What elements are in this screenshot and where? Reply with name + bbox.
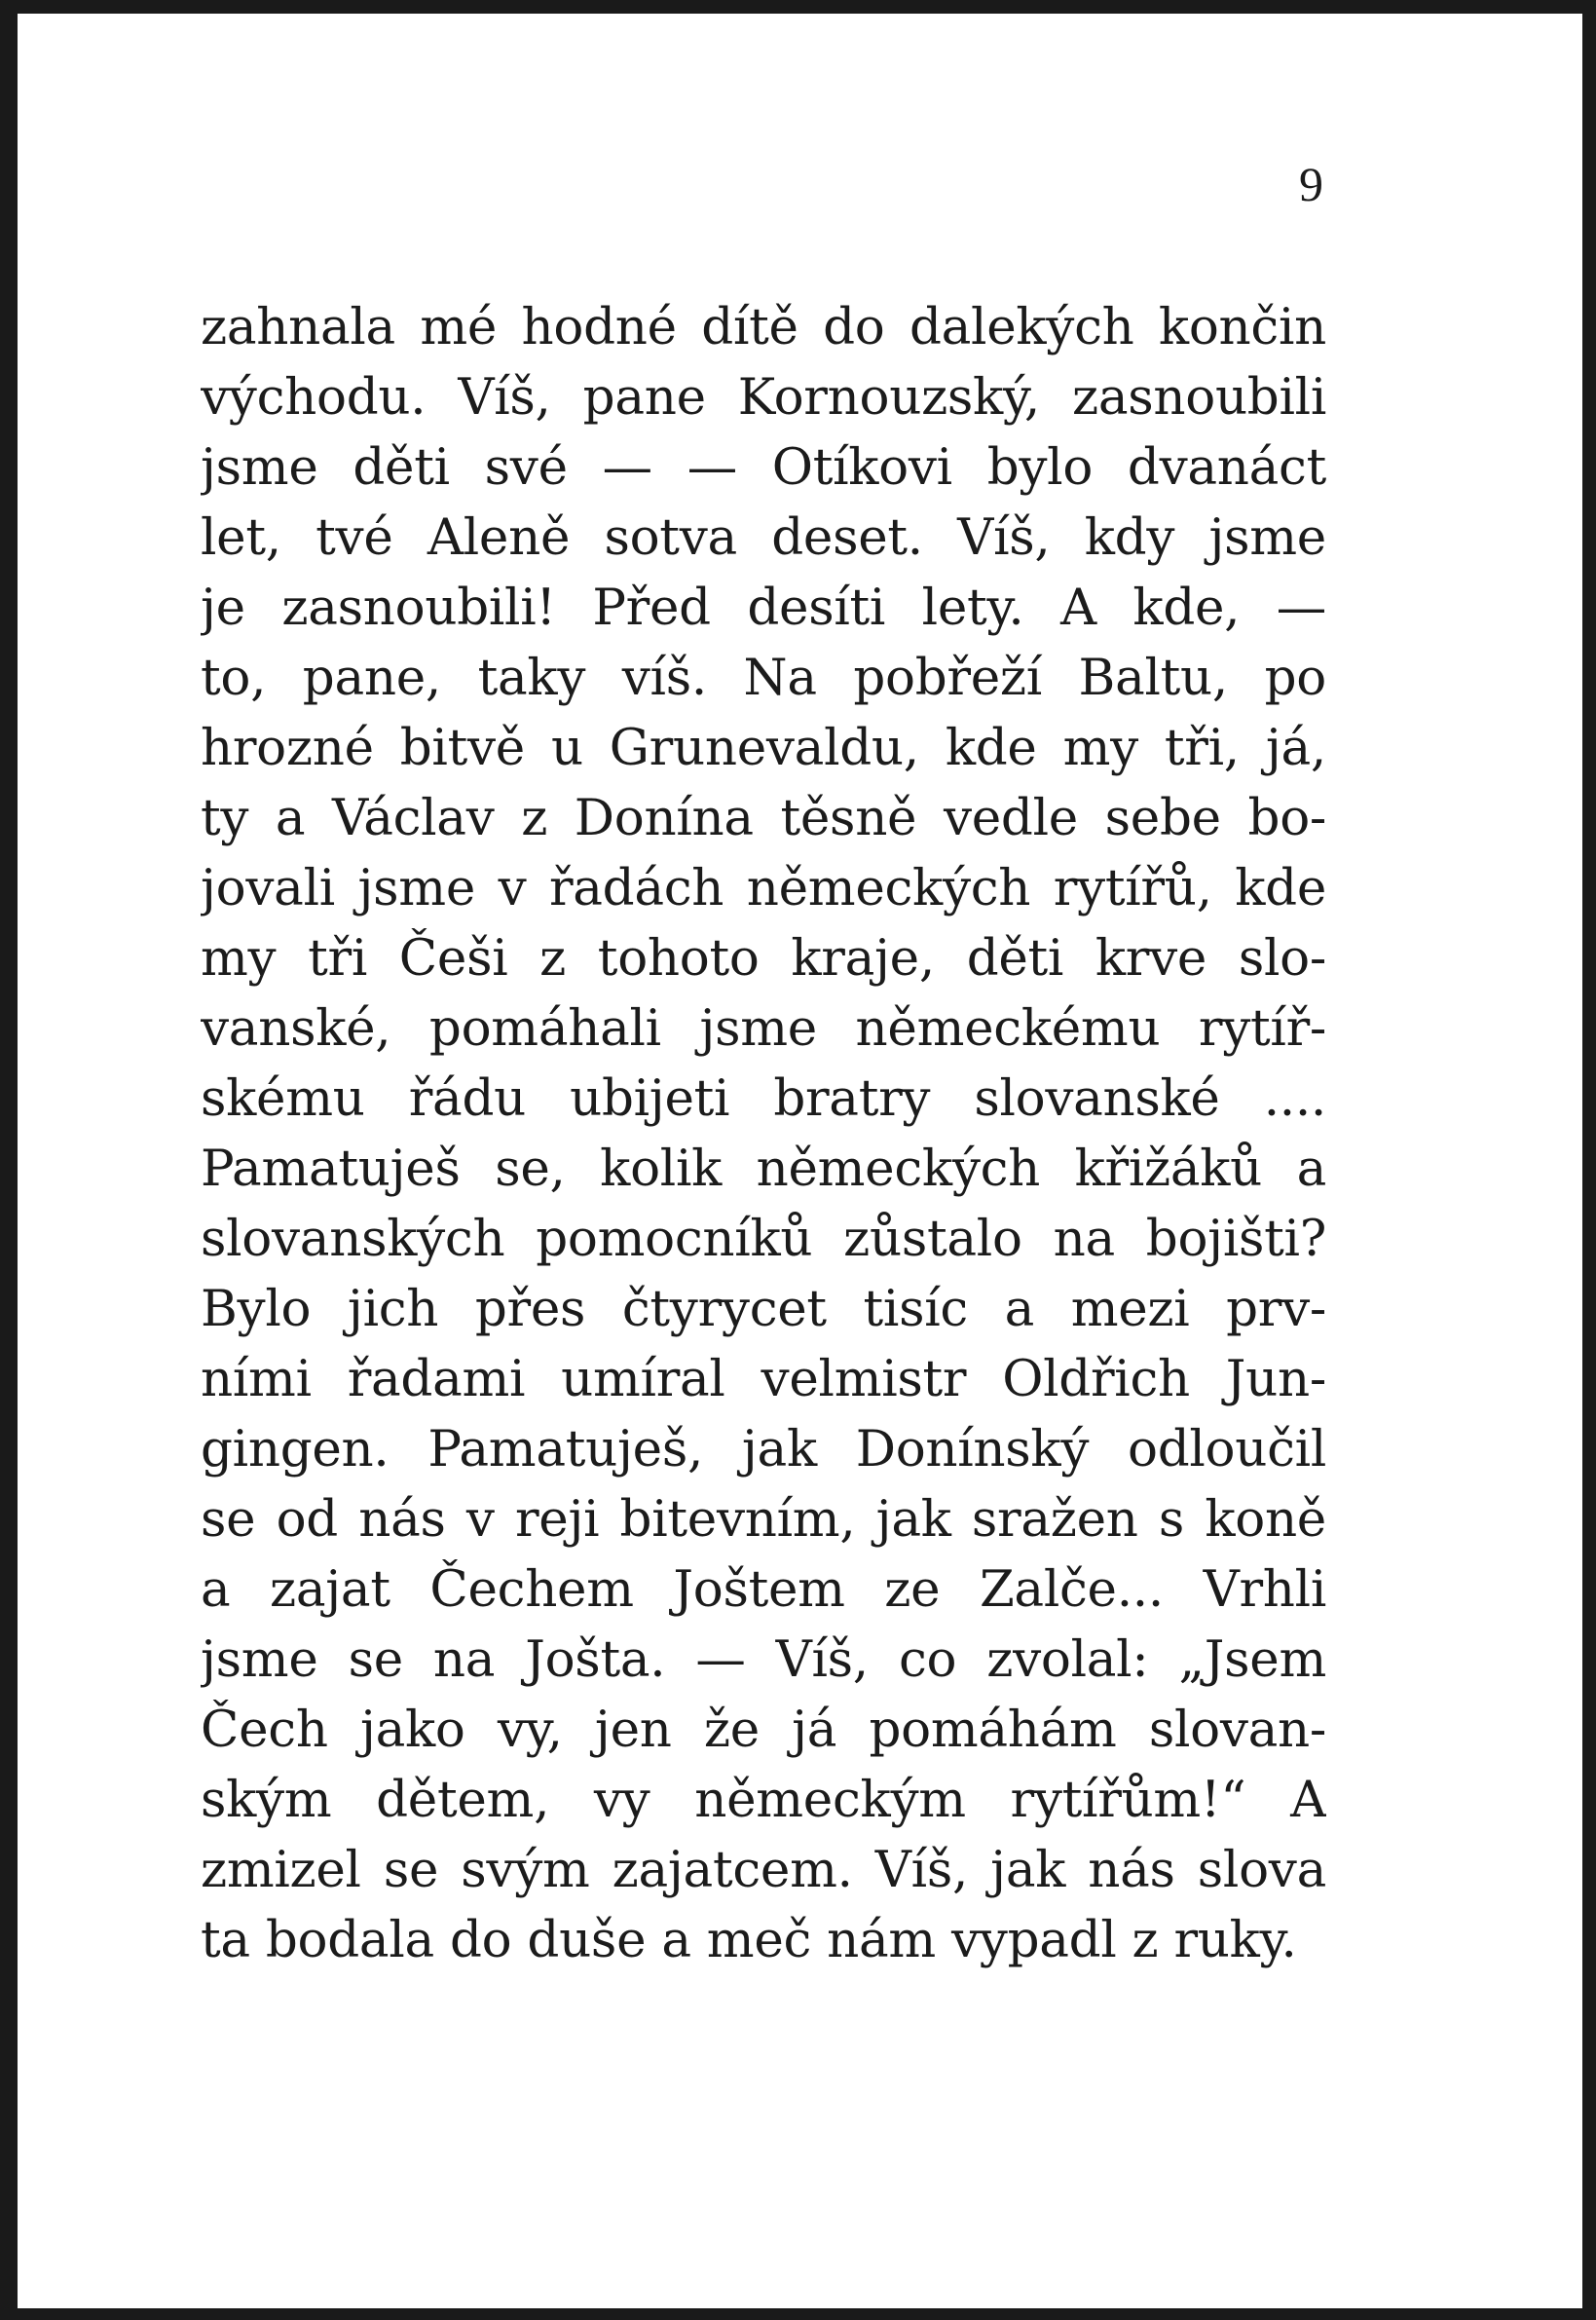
text-line: jsme děti své — — Otíkovi bylo dvanáct (201, 438, 1326, 497)
text-line: ta bodala do duše a meč nám vypadl z ruky. (201, 1911, 1297, 1969)
text-line: gingen. Pamatuješ, jak Donínský odloučil (201, 1420, 1326, 1478)
scan-border-left (0, 0, 18, 2320)
text-line: je zasnoubili! Před desíti lety. A kde, — (201, 579, 1326, 637)
text-line: slovanských pomocníků zůstalo na bojišti? (201, 1210, 1326, 1268)
text-line: vanské, pomáhali jsme německému rytíř- (201, 999, 1326, 1058)
text-line: ními řadami umíral velmistr Oldřich Jun- (201, 1350, 1326, 1408)
text-line: zahnala mé hodné dítě do dalekých končin (201, 298, 1326, 356)
text-line: východu. Víš, pane Kornouzský, zasnoubili (201, 368, 1326, 427)
text-line: Bylo jich přes čtyrycet tisíc a mezi prv- (201, 1280, 1326, 1338)
scan-border-top (0, 0, 1596, 14)
text-line: zmizel se svým zajatcem. Víš, jak nás slova (201, 1841, 1326, 1899)
text-line: Pamatuješ se, kolik německých křižáků a (201, 1140, 1326, 1198)
scan-border-bottom (0, 2308, 1596, 2320)
text-line: let, tvé Aleně sotva deset. Víš, kdy jsme (201, 508, 1326, 567)
text-line: Čech jako vy, jen že já pomáhám slovan- (201, 1701, 1326, 1759)
text-line: ty a Václav z Donína těsně vedle sebe bo- (201, 789, 1326, 847)
scan-border-right (1582, 0, 1596, 2320)
text-line: hrozné bitvě u Grunevaldu, kde my tři, já, (201, 719, 1326, 777)
text-line: jovali jsme v řadách německých rytířů, kde (201, 859, 1326, 917)
text-line: my tři Češi z tohoto kraje, děti krve slo- (201, 929, 1326, 988)
text-line: jsme se na Jošta. — Víš, co zvolal: „Jsem (201, 1630, 1326, 1689)
body-text (201, 292, 1326, 1975)
text-line: ským dětem, vy německým rytířům!“ A (201, 1771, 1326, 1829)
text-line: to, pane, taky víš. Na pobřeží Baltu, po (201, 649, 1326, 707)
page-number: 9 (1299, 157, 1323, 211)
text-line: skému řádu ubijeti bratry slovanské .... (201, 1069, 1326, 1128)
text-line: se od nás v reji bitevním, jak sražen s koně (201, 1490, 1326, 1549)
text-line: a zajat Čechem Joštem ze Zalče... Vrhli (201, 1560, 1326, 1619)
